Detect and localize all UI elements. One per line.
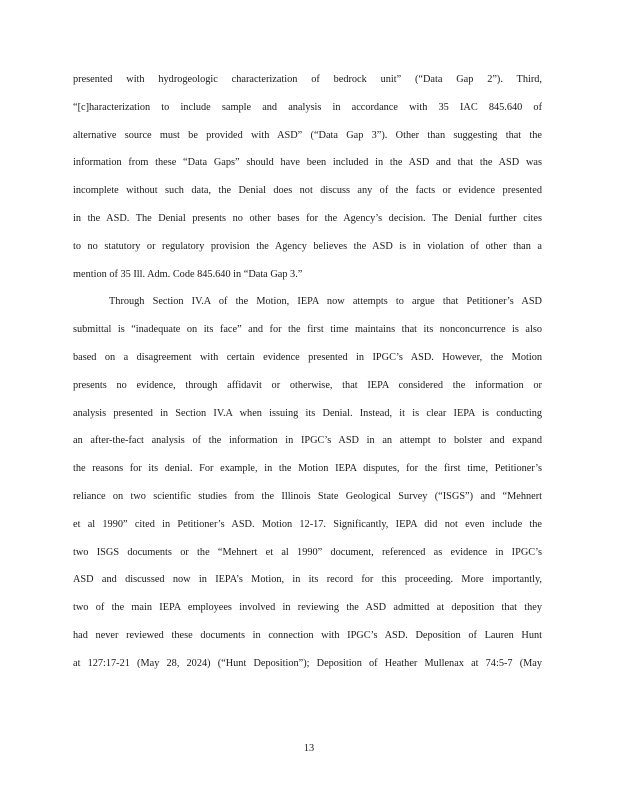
text-line: analysis presented in Section IV.A when issuing its Denial. Instead, it is clear IEPA is conducting [73,407,542,419]
text-line: two of the main IEPA employees involved in reviewing the ASD admitted at deposition that they [73,602,542,614]
text-line: alternative source must be provided with ASD” (“Data Gap 3”). Other than suggesting that the [73,129,542,141]
text-line: an after-the-fact analysis of the information in IPGC’s ASD in an attempt to bolster and expand [73,435,542,447]
text-line: the reasons for its denial. For example, in the Motion IEPA disputes, for the first time, Petitioner’s [73,463,542,475]
text-line: two ISGS documents or the “Mehnert et al 1990” document, referenced as evidence in IPGC’s [73,546,542,558]
text-line: presented with hydrogeologic characterization of bedrock unit” (“Data Gap 2”). Third, [73,74,542,85]
text-line: “[c]haracterization to include sample and analysis in accordance with 35 IAC 845.640 of [73,101,542,113]
text-line: mention of 35 Ill. Adm. Code 845.640 in “Data Gap 3.” [73,268,303,280]
text-line: to no statutory or regulatory provision the Agency believes the ASD is in violation of other than a [73,240,542,252]
page-number: 13 [303,743,315,754]
text-line: submittal is “inadequate on its face” and for the first time maintains that its nonconcurrence is also [73,324,542,336]
text-line: presents no evidence, through affidavit or otherwise, that IEPA considered the information or [73,379,542,391]
text-line: based on a disagreement with certain evidence presented in IPGC’s ASD. However, the Motion [73,351,542,363]
text-line: Through Section IV.A of the Motion, IEPA now attempts to argue that Petitioner’s ASD [109,296,542,308]
text-line: had never reviewed these documents in connection with IPGC’s ASD. Deposition of Lauren Hunt [73,629,542,641]
text-line: at 127:17-21 (May 28, 2024) (“Hunt Deposition”); Deposition of Heather Mullenax at 74:5-7 (May [73,657,542,669]
text-line: incomplete without such data, the Denial does not discuss any of the facts or evidence presented [73,185,542,197]
body-text [73,71,542,683]
text-line: information from these “Data Gaps” should have been included in the ASD and that the ASD was [73,157,542,169]
text-line: in the ASD. The Denial presents no other bases for the Agency’s decision. The Denial further cites [73,212,542,224]
text-line: reliance on two scientific studies from the Illinois State Geological Survey (“ISGS”) and “Mehnert [73,490,542,502]
text-line: ASD and discussed now in IEPA’s Motion, in its record for this proceeding. More importantly, [73,574,542,586]
text-line: et al 1990” cited in Petitioner’s ASD. Motion 12-17. Significantly, IEPA did not even include the [73,518,542,530]
